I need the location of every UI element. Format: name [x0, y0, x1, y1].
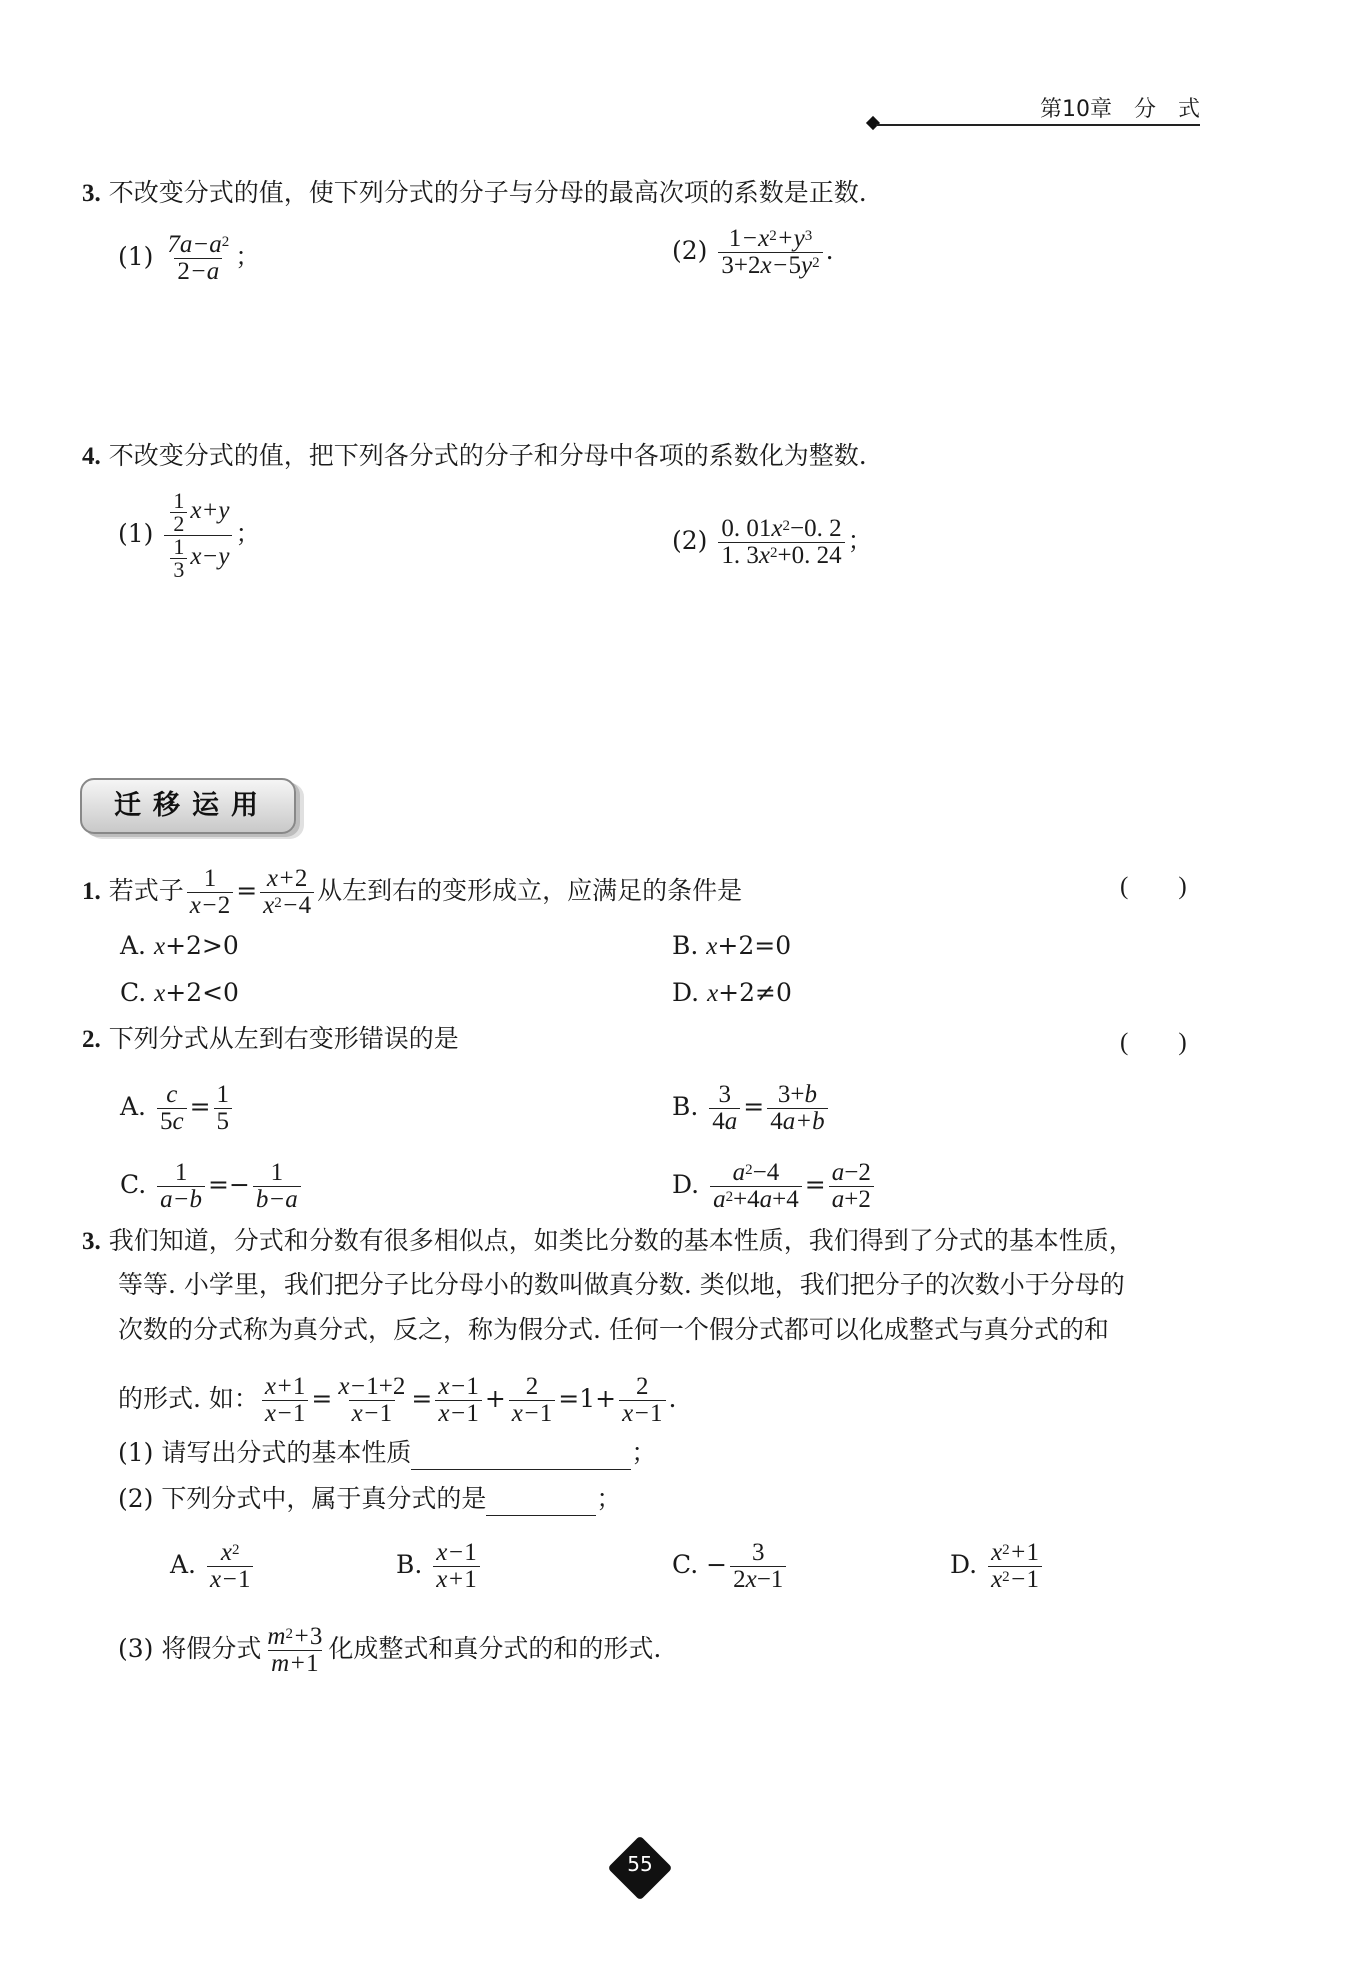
section-title: 迁移运用: [114, 790, 270, 821]
option-label: C.: [672, 1550, 699, 1579]
fraction: $\frac{0. 01x^2-0. 2}{1. 3x^2+0. 24}$: [718, 516, 844, 569]
item-label: (2): [672, 526, 708, 555]
option-d: D. x+2≠0: [672, 978, 792, 1007]
fraction: $\frac{m^2+3}{m+1}$: [267, 1623, 323, 1677]
complex-fraction: $\frac{1}{2}$ x+y $\frac{1}{3}$ x−y: [164, 490, 232, 581]
fraction: $\frac{x+2}{x^2-4}$: [260, 866, 314, 919]
sub-text: (3) 将假分式: [118, 1634, 262, 1663]
section-banner: [80, 778, 296, 834]
question-number: 1.: [82, 878, 101, 905]
fraction: $\frac{a^2-4}{a^2+4a+4}$: [710, 1160, 802, 1213]
option-b: B. $\frac{3}{4a}$ = $\frac{3+b}{4a+b}$: [672, 1082, 831, 1135]
mc-question-1: 1. 若式子 $\frac{1}{x-2}$ = $\frac{x+2}{x^2-4}$ 从左到右的变形成立，应满足的条件是: [82, 865, 743, 919]
option-c: C. x+2<0: [120, 978, 239, 1007]
q3-line-4: 的形式. 如： $\frac{x+1}{x-1}$ = $\frac{x-1+2}{x-1}$ = $\frac{x-1}{x-1}$ + $\frac{2}{x-1}$ =1+ $\frac{2}{x-1}$ .: [118, 1373, 677, 1427]
q3-line-3: 次数的分式称为真分式，反之，称为假分式. 任何一个假分式都可以化成整式与真分式的和: [118, 1315, 1109, 1344]
question-suffix: 从左到右的变形成立，应满足的条件是: [317, 876, 743, 905]
option-b: B. x+2=0: [672, 931, 792, 960]
option-label: B.: [396, 1550, 423, 1579]
fraction: $\frac{x^2+1}{x^2-1}$: [988, 1540, 1042, 1593]
question-4: [82, 439, 867, 474]
q4-item-1: (1) $\frac{1}{2}$ x+y $\frac{1}{3}$ x−y ；: [118, 488, 261, 582]
answer-paren: ( ): [1120, 873, 1187, 900]
option-label: A.: [170, 1550, 197, 1579]
item-label: (2): [672, 236, 708, 265]
fraction: $\frac{1}{b-a}$: [253, 1160, 301, 1213]
option-label: C.: [120, 978, 147, 1007]
fraction: $\frac{c}{5c}$: [157, 1082, 187, 1135]
sub2-option-c: C. − $\frac{3}{2x-1}$: [672, 1540, 789, 1593]
q3-line-1: [82, 1224, 1134, 1259]
sub-text: (1) 请写出分式的基本性质: [118, 1438, 412, 1467]
sub-question-3: [118, 1624, 661, 1677]
fraction: $\frac{1}{a-b}$: [157, 1160, 205, 1213]
fraction: $\frac{1-x^2+y^3}{3+2x-5y^2}$: [718, 226, 822, 279]
question-text: 我们知道，分式和分数有很多相似点，如类比分数的基本性质，我们得到了分式的基本性质，: [108, 1226, 1134, 1255]
question-number: 3.: [82, 180, 101, 207]
option-label: A.: [120, 931, 147, 960]
fraction: $\frac{3}{2x-1}$: [730, 1540, 786, 1593]
fraction: $\frac{1}{x-2}$: [187, 866, 233, 919]
option-a: A. $\frac{c}{5c}$ = $\frac{1}{5}$: [120, 1082, 235, 1135]
sub2-option-d: [950, 1540, 1045, 1593]
fraction: $\frac{a-2}{a+2}$: [829, 1160, 874, 1213]
fraction: $\frac{x^2}{x-1}$: [207, 1540, 253, 1593]
option-c: C. $\frac{1}{a-b}$ =− $\frac{1}{b-a}$: [120, 1160, 304, 1213]
sub-question-1: [118, 1436, 656, 1470]
question-prefix: 若式子: [108, 876, 184, 905]
sub2-option-a: [170, 1540, 256, 1593]
sub-end: ；: [596, 1484, 622, 1513]
header-rule: [876, 124, 1200, 126]
fraction: $\frac{3+b}{4a+b}$: [767, 1082, 827, 1135]
fraction: $\frac{1}{2}$: [170, 490, 187, 535]
q3-item-2: (2) $\frac{1-x^2+y^3}{3+2x-5y^2}$ .: [672, 225, 834, 279]
answer-blank[interactable]: [486, 1489, 596, 1516]
fraction: $\frac{x-1}{x-1}$: [435, 1374, 481, 1427]
sub-text: (2) 下列分式中，属于真分式的是: [118, 1484, 487, 1513]
mc-question-2: [82, 1022, 459, 1057]
sub-end: 化成整式和真分式的和的形式.: [328, 1634, 662, 1663]
option-label: C.: [120, 1170, 147, 1199]
answer-blank[interactable]: [411, 1443, 631, 1470]
question-number: 4.: [82, 443, 101, 470]
question-text: 下列分式从左到右变形错误的是: [108, 1024, 459, 1053]
option-a: A. x+2>0: [120, 931, 239, 960]
sub2-option-b: [396, 1540, 483, 1593]
chapter-header: 第10章 分 式: [1040, 97, 1200, 122]
question-number: 2.: [82, 1026, 101, 1053]
question-3: [82, 176, 867, 211]
fraction: $\frac{x+1}{x-1}$: [262, 1374, 308, 1427]
q4-item-2: (2) $\frac{0. 01x^2-0. 2}{1. 3x^2+0. 24}$ ；: [672, 515, 873, 569]
fraction: $\frac{3}{4a}$: [709, 1082, 740, 1135]
option-label: B.: [672, 931, 699, 960]
option-label: D.: [672, 1170, 700, 1199]
fraction: $\frac{7a-a^2}{2-a}$: [167, 231, 230, 285]
page-number: 55: [627, 1852, 653, 1876]
answer-paren: ( ): [1120, 1029, 1187, 1056]
sub-end: ；: [631, 1438, 657, 1467]
q3-item-1: (1) $\frac{7a-a^2}{2-a}$ ；: [118, 231, 261, 285]
option-label: D.: [950, 1550, 978, 1579]
question-text: 不改变分式的值，把下列各分式的分子和分母中各项的系数化为整数.: [108, 441, 867, 470]
fraction: $\frac{2}{x-1}$: [509, 1374, 555, 1427]
fraction: $\frac{x-1+2}{x-1}$: [338, 1373, 406, 1427]
question-text: 不改变分式的值，使下列分式的分子与分母的最高次项的系数是正数.: [108, 178, 867, 207]
line-prefix: 的形式. 如：: [118, 1384, 259, 1413]
item-label: (1): [118, 242, 154, 271]
item-label: (1): [118, 519, 154, 548]
option-label: B.: [672, 1092, 699, 1121]
option-d: D. $\frac{a^2-4}{a^2+4a+4}$ = $\frac{a-2}{a+2}$: [672, 1160, 877, 1213]
fraction: $\frac{1}{3}$: [170, 536, 187, 581]
fraction: $\frac{2}{x-1}$: [619, 1374, 665, 1427]
fraction: $\frac{x-1}{x+1}$: [433, 1540, 479, 1593]
fraction: $\frac{1}{5}$: [214, 1082, 233, 1135]
question-number: 3.: [82, 1228, 101, 1255]
header-diamond: [866, 116, 880, 130]
q3-line-2: 等等. 小学里，我们把分子比分母小的数叫做真分数. 类似地，我们把分子的次数小于分母的: [118, 1270, 1125, 1299]
option-label: D.: [672, 978, 700, 1007]
option-label: A.: [120, 1092, 147, 1121]
sub-question-2: [118, 1482, 621, 1516]
